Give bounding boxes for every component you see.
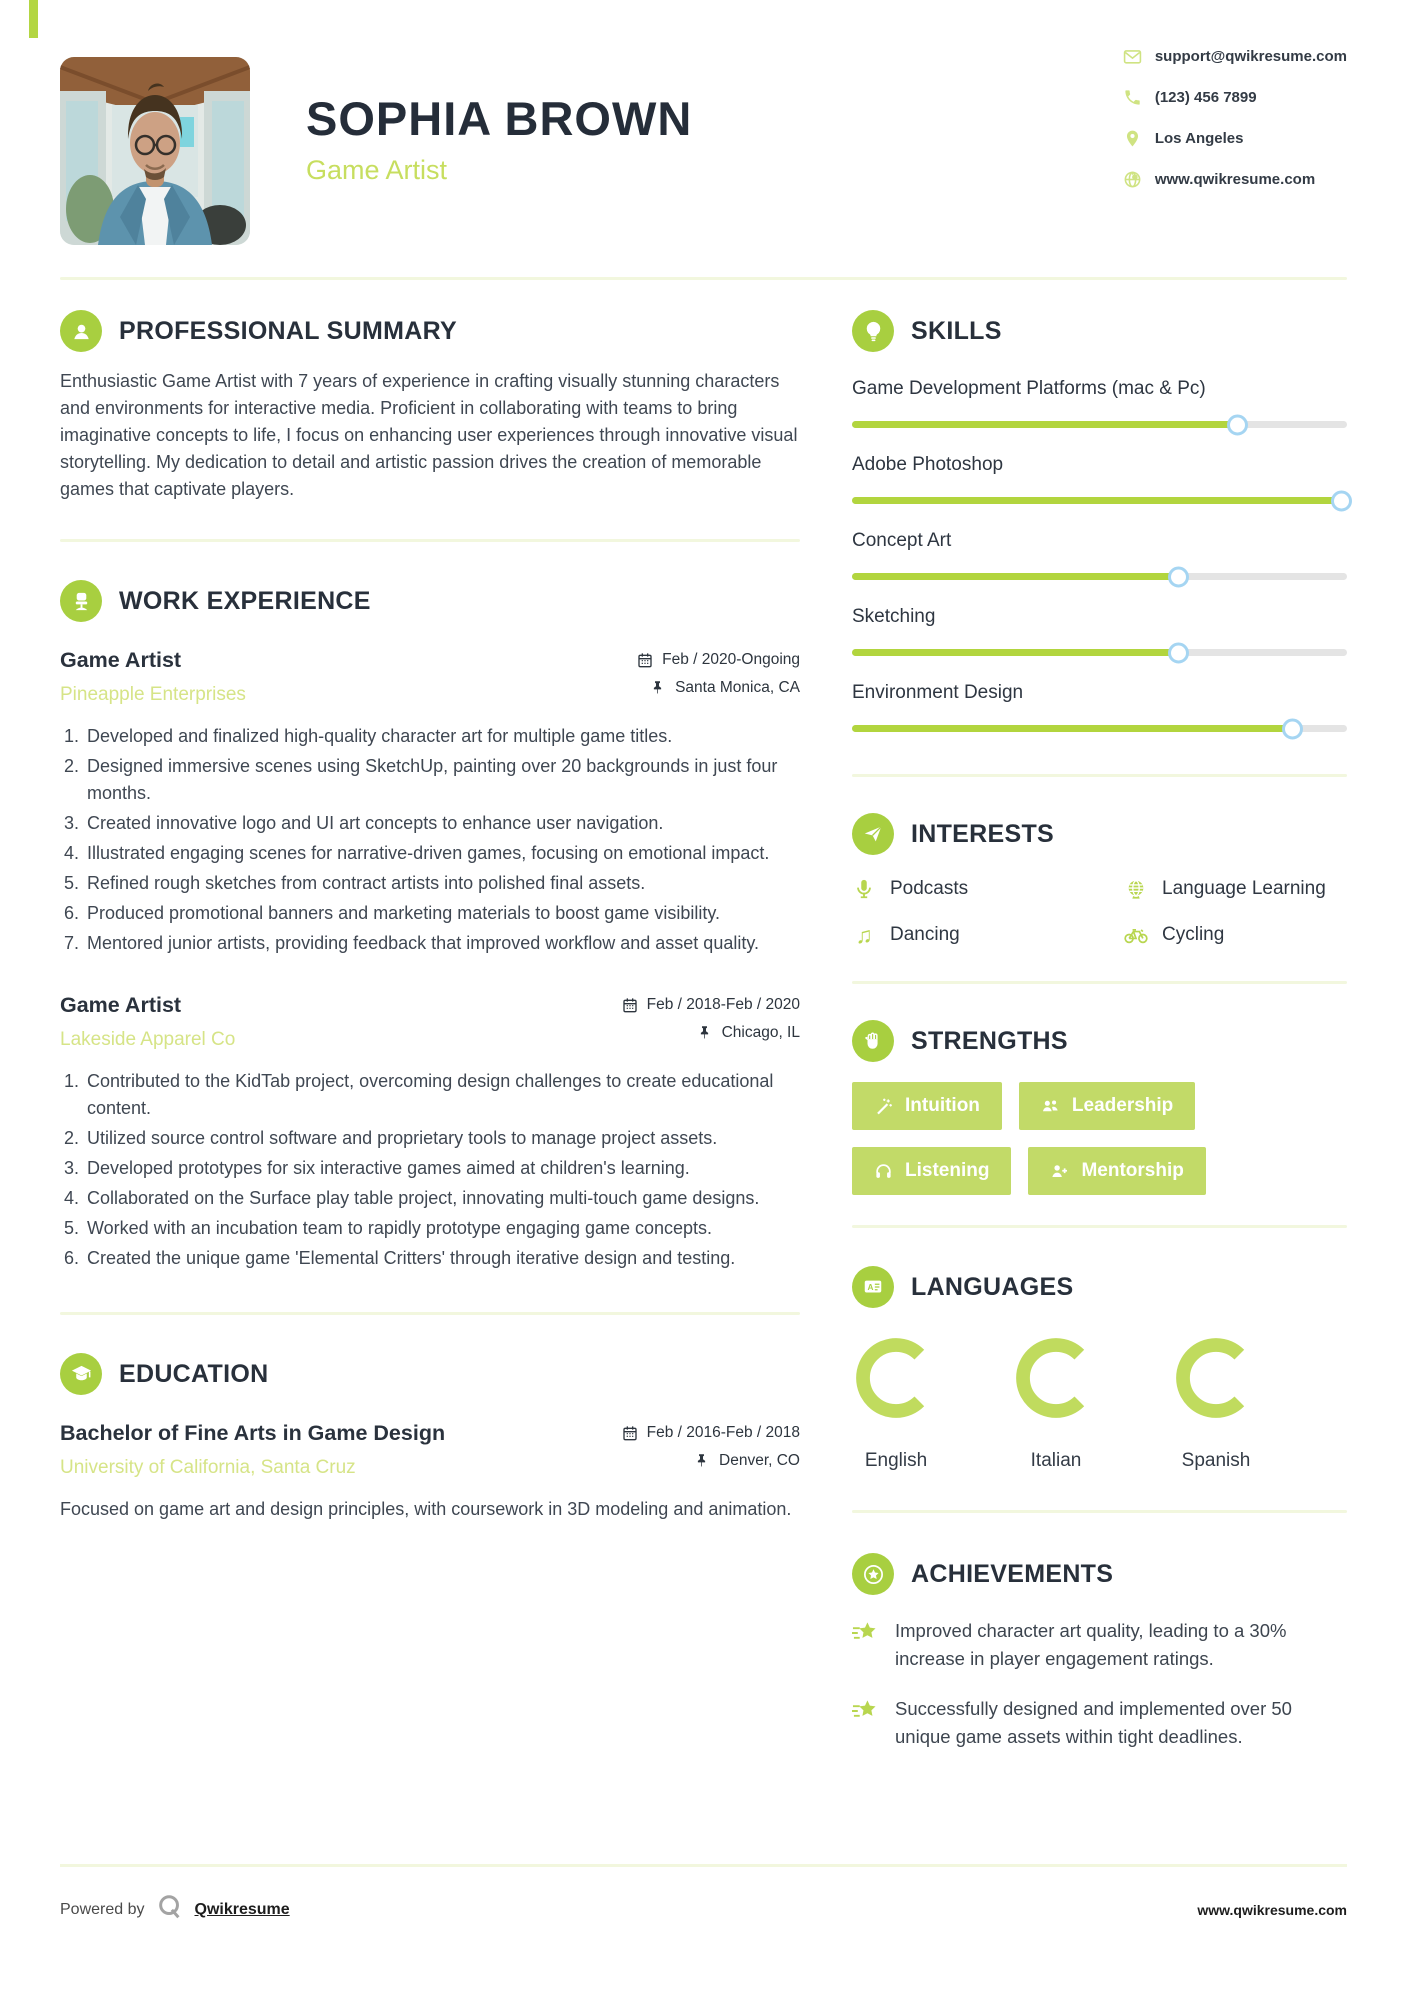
pushpin-icon xyxy=(694,1453,710,1469)
strength-label: Leadership xyxy=(1071,1095,1174,1116)
job-location-text: Chicago, IL xyxy=(721,1024,800,1041)
star-circle-icon xyxy=(852,1553,894,1595)
candidate-name: SOPHIA BROWN xyxy=(306,92,693,145)
strengths-list xyxy=(852,1082,1252,1195)
interest-item xyxy=(852,923,1124,947)
powered-by-label: Powered by xyxy=(60,1900,145,1918)
candidate-role: Game Artist xyxy=(306,155,448,185)
achievements-section-header xyxy=(852,1553,1347,1595)
skill-handle[interactable] xyxy=(1168,642,1189,663)
graduation-cap-icon xyxy=(60,1353,102,1395)
resume-body xyxy=(0,280,1407,1751)
skill-handle[interactable] xyxy=(1227,414,1248,435)
skill-row xyxy=(852,454,1347,504)
work-title: WORK EXPERIENCE xyxy=(119,586,371,615)
powered-by-block xyxy=(60,1893,290,1926)
skill-label: Concept Art xyxy=(852,530,952,551)
job-meta xyxy=(637,648,800,707)
skill-fill xyxy=(852,725,1293,732)
job-company: Pineapple Enterprises xyxy=(60,684,246,705)
skills-section-header xyxy=(852,310,1347,352)
identity-block xyxy=(306,91,692,245)
skill-row xyxy=(852,606,1347,656)
qwikresume-logo xyxy=(156,1893,184,1926)
strength-badge xyxy=(852,1082,1002,1130)
skill-handle[interactable] xyxy=(1168,566,1189,587)
interests-grid xyxy=(852,877,1347,947)
contact-phone-text: (123) 456 7899 xyxy=(1154,89,1257,106)
summary-title: PROFESSIONAL SUMMARY xyxy=(119,316,457,345)
job-duty: 1. Contributed to the KidTab project, overcoming design challenges to create educational content. xyxy=(84,1068,800,1122)
interest-label: Cycling xyxy=(1162,924,1225,945)
job-header xyxy=(60,648,800,707)
profile-photo xyxy=(60,57,250,245)
phone-icon xyxy=(1123,88,1142,107)
strength-label: Listening xyxy=(905,1160,990,1181)
person-icon xyxy=(60,310,102,352)
school-name: University of California, Santa Cruz xyxy=(60,1457,356,1478)
job-duty: 5. Worked with an incubation team to rapidly prototype engaging game concepts. xyxy=(84,1215,800,1242)
degree-title: Bachelor of Fine Arts in Game Design xyxy=(60,1421,446,1445)
skill-fill xyxy=(852,497,1342,504)
job-location-text: Santa Monica, CA xyxy=(675,679,800,696)
job-duty: 6. Produced promotional banners and marketing materials to boost game visibility. xyxy=(84,900,800,927)
education-description: Focused on game art and design principles, with coursework in 3D modeling and animation. xyxy=(60,1499,792,1519)
pushpin-icon xyxy=(697,1025,713,1041)
job-duty: 7. Mentored junior artists, providing feedback that improved workflow and asset quality. xyxy=(84,930,800,957)
job-entry xyxy=(60,648,800,957)
job-dates xyxy=(637,651,800,669)
right-column xyxy=(852,280,1347,1751)
strengths-section-header xyxy=(852,1020,1347,1062)
skill-fill xyxy=(852,649,1179,656)
skill-label: Game Development Platforms (mac & Pc) xyxy=(852,378,1206,399)
email-icon xyxy=(1123,47,1142,66)
job-duty: 3. Created innovative logo and UI art concepts to enhance user navigation. xyxy=(84,810,800,837)
contact-website[interactable] xyxy=(1123,170,1347,189)
divider xyxy=(852,1225,1347,1228)
skill-slider[interactable] xyxy=(852,649,1347,656)
job-duties-list xyxy=(60,1068,800,1272)
divider xyxy=(852,1510,1347,1513)
strength-label: Mentorship xyxy=(1081,1160,1184,1181)
language-item xyxy=(852,1334,1012,1472)
education-entry xyxy=(60,1421,800,1523)
job-title: Game Artist xyxy=(60,993,182,1017)
job-title: Game Artist xyxy=(60,648,182,672)
contact-location-text: Los Angeles xyxy=(1154,130,1244,147)
achievement-text: Successfully designed and implemented over 50 unique game assets within tight deadlines. xyxy=(895,1698,1292,1747)
contact-list xyxy=(1123,47,1347,229)
job-entry xyxy=(60,993,800,1272)
job-duties-list xyxy=(60,723,800,957)
language-donut xyxy=(852,1334,940,1422)
job-duty: 5. Refined rough sketches from contract artists into polished final assets. xyxy=(84,870,800,897)
work-section-header xyxy=(60,580,800,622)
interests-title: INTERESTS xyxy=(911,819,1054,848)
strength-badge xyxy=(1019,1082,1195,1130)
interest-item xyxy=(1124,923,1347,947)
job-dates xyxy=(622,996,800,1014)
interest-label: Dancing xyxy=(890,924,960,945)
job-header xyxy=(60,993,800,1052)
achievements-title: ACHIEVEMENTS xyxy=(911,1559,1114,1588)
job-duty: 3. Developed prototypes for six interactive games aimed at children's learning. xyxy=(84,1155,800,1182)
profile-photo-illustration xyxy=(60,57,250,245)
interest-item xyxy=(852,877,1124,901)
divider xyxy=(852,981,1347,984)
qwikresume-link[interactable]: Qwikresume xyxy=(194,1900,290,1918)
location-icon xyxy=(1123,129,1142,148)
website-icon xyxy=(1123,170,1142,189)
interest-item xyxy=(1124,877,1347,901)
fist-icon xyxy=(852,1020,894,1062)
skill-label: Sketching xyxy=(852,606,936,627)
microphone-icon xyxy=(852,877,876,901)
corner-accent-mark xyxy=(29,0,38,38)
shooting-star-icon xyxy=(852,1698,879,1725)
team-icon xyxy=(1041,1097,1060,1116)
strengths-title: STRENGTHS xyxy=(911,1026,1068,1055)
contact-website-text: www.qwikresume.com xyxy=(1154,171,1316,188)
skill-slider[interactable] xyxy=(852,497,1347,504)
skill-label: Adobe Photoshop xyxy=(852,454,1004,475)
languages-list xyxy=(852,1334,1347,1472)
pushpin-icon xyxy=(650,680,666,696)
shooting-star-icon xyxy=(852,1620,879,1647)
interests-section-header xyxy=(852,813,1347,855)
languages-section-header xyxy=(852,1266,1347,1308)
bicycle-icon xyxy=(1124,923,1148,947)
skill-handle[interactable] xyxy=(1282,718,1303,739)
language-item xyxy=(1012,1334,1172,1472)
paper-plane-icon xyxy=(852,813,894,855)
job-location xyxy=(637,679,800,697)
job-dates-text: Feb / 2018-Feb / 2020 xyxy=(646,996,800,1013)
education-section-header xyxy=(60,1353,800,1395)
language-label: Italian xyxy=(1030,1450,1082,1471)
summary-section-header xyxy=(60,310,800,352)
resume-footer xyxy=(60,1893,1347,1926)
education-location xyxy=(622,1452,800,1470)
calendar-icon xyxy=(622,1425,638,1441)
language-icon xyxy=(1124,877,1148,901)
language-item xyxy=(1172,1334,1332,1472)
translate-icon xyxy=(852,1266,894,1308)
skill-slider[interactable] xyxy=(852,725,1347,732)
calendar-icon xyxy=(637,652,653,668)
contact-email[interactable] xyxy=(1123,47,1347,66)
footer-divider xyxy=(60,1864,1347,1867)
resume-header xyxy=(0,0,1407,245)
job-duty: 4. Collaborated on the Surface play table project, innovating multi-touch game designs. xyxy=(84,1185,800,1212)
job-dates-text: Feb / 2020-Ongoing xyxy=(662,651,800,668)
strength-badge xyxy=(852,1147,1011,1195)
svg-text:A: A xyxy=(867,1282,874,1292)
interest-label: Podcasts xyxy=(890,878,969,899)
divider xyxy=(60,539,800,542)
job-duty: 1. Developed and finalized high-quality character art for multiple game titles. xyxy=(84,723,800,750)
office-chair-icon xyxy=(60,580,102,622)
job-duty: 2. Utilized source control software and proprietary tools to manage project assets. xyxy=(84,1125,800,1152)
language-donut xyxy=(1012,1334,1100,1422)
education-header xyxy=(60,1421,800,1480)
skill-slider[interactable] xyxy=(852,421,1347,428)
contact-location[interactable] xyxy=(1123,129,1347,148)
skill-fill xyxy=(852,573,1179,580)
lightbulb-icon xyxy=(852,310,894,352)
job-duty: 4. Illustrated engaging scenes for narrative-driven games, focusing on emotional impact. xyxy=(84,840,800,867)
job-company: Lakeside Apparel Co xyxy=(60,1029,236,1050)
job-meta xyxy=(622,993,800,1052)
education-title: EDUCATION xyxy=(119,1359,269,1388)
language-label: Spanish xyxy=(1181,1450,1251,1471)
achievement-text: Improved character art quality, leading to a 30% increase in player engagement ratings. xyxy=(895,1620,1287,1669)
achievement-item xyxy=(852,1695,1347,1751)
achievement-item xyxy=(852,1617,1347,1673)
skill-fill xyxy=(852,421,1238,428)
skill-label: Environment Design xyxy=(852,682,1024,703)
job-duty: 2. Designed immersive scenes using SketchUp, painting over 20 backgrounds in just four months. xyxy=(84,753,800,807)
left-column xyxy=(60,280,800,1523)
strength-badge xyxy=(1028,1147,1205,1195)
education-meta xyxy=(622,1421,800,1480)
skill-slider[interactable] xyxy=(852,573,1347,580)
skill-row xyxy=(852,378,1347,428)
contact-phone[interactable] xyxy=(1123,88,1347,107)
skill-row xyxy=(852,530,1347,580)
music-note-icon: ♫ xyxy=(855,921,873,948)
contact-email-text: support@qwikresume.com xyxy=(1154,48,1347,65)
calendar-icon xyxy=(622,997,638,1013)
skills-title: SKILLS xyxy=(911,316,1002,345)
headphones-icon xyxy=(874,1162,893,1181)
summary-text: Enthusiastic Game Artist with 7 years of experience in crafting visually stunning characters and environments for interactive media. Proficient in collaborating with teams to bring imaginative concepts to life, I focus on enhancing user experiences through innovative visual storytelling. My dedication to detail and artistic passion drives the creation of memorable games that captivate players. xyxy=(60,371,798,499)
education-location-text: Denver, CO xyxy=(719,1452,800,1469)
footer-website-link[interactable]: www.qwikresume.com xyxy=(1197,1901,1347,1918)
divider xyxy=(60,1312,800,1315)
language-donut xyxy=(1172,1334,1260,1422)
skill-handle[interactable] xyxy=(1331,490,1352,511)
job-location xyxy=(622,1024,800,1042)
job-duty: 6. Created the unique game 'Elemental Critters' through iterative design and testing. xyxy=(84,1245,800,1272)
languages-title: LANGUAGES xyxy=(911,1272,1074,1301)
education-dates-text: Feb / 2016-Feb / 2018 xyxy=(646,1424,800,1441)
language-label: English xyxy=(864,1450,928,1471)
mentor-icon xyxy=(1050,1162,1069,1181)
divider xyxy=(852,774,1347,777)
education-dates xyxy=(622,1424,800,1442)
skill-row xyxy=(852,682,1347,732)
strength-label: Intuition xyxy=(905,1095,980,1116)
magic-wand-icon xyxy=(874,1097,893,1116)
interest-label: Language Learning xyxy=(1162,878,1326,899)
